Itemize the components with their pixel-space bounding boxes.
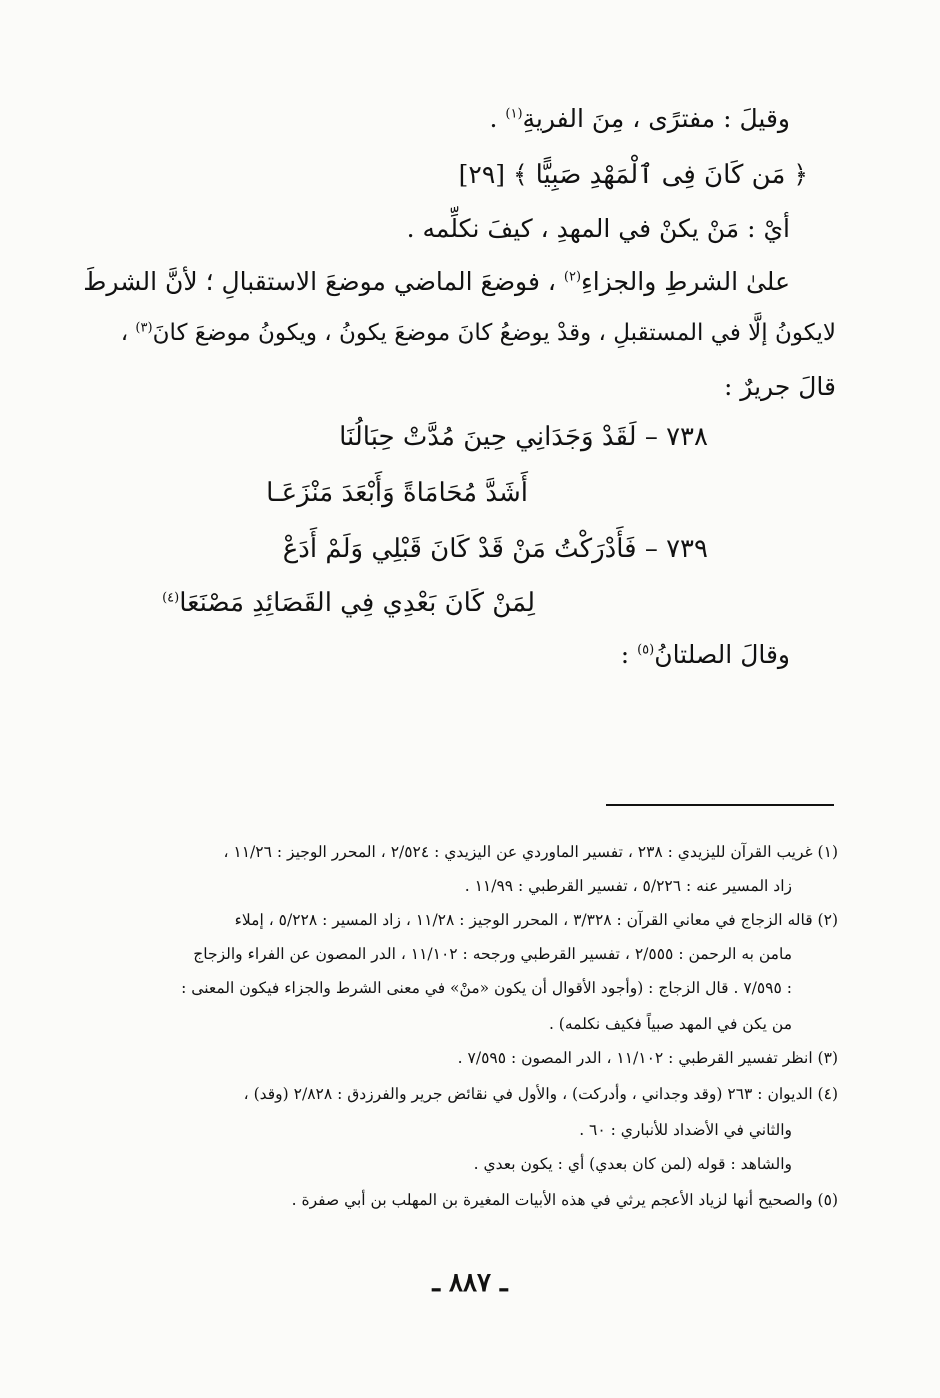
footnote-ref-1[interactable]: (١)	[505, 106, 523, 122]
footnote-text: والشاهد : قوله (لمن كان بعدي) أي : يكون بعدي .	[473, 1155, 792, 1173]
footnote-4-line-3	[474, 1155, 792, 1173]
footnote-4-line-2	[579, 1121, 792, 1139]
footnote-text: مامن به الرحمن : ٢/٥٥٥ ، تفسير القرطبي ورجحه : ١١/١٠٢ ، الدر المصون عن الفراء والزجاج	[193, 945, 792, 963]
footnote-2-line-2	[193, 945, 792, 963]
quran-bracket-close: ﴾	[513, 160, 528, 189]
verse-text: لِمَنْ كَانَ بَعْدِي فِي القَصَائِدِ مَصْنَعَا	[179, 588, 535, 618]
footnote-text: والثاني في الأضداد للأنباري : ٦٠ .	[579, 1121, 792, 1139]
footnote-4-line-1	[244, 1085, 838, 1103]
footnote-2-line-4	[549, 1015, 792, 1033]
footnote-ref-5[interactable]: (٥)	[637, 642, 655, 658]
footnote-ref-3[interactable]: (٣)	[135, 320, 153, 336]
body-text: ،	[120, 320, 136, 346]
footnote-2-line-1	[235, 911, 838, 929]
footnote-text: من يكن في المهد صبياً فكيف نكلمه) .	[548, 1015, 792, 1033]
poem-verse-739-second-hemistich	[162, 588, 535, 618]
verse-text: ٧٣٨ – لَقَدْ وَجَدَانِي حِينَ مُدَّتْ حِبَالُنَا	[339, 422, 708, 452]
body-line-1	[489, 104, 790, 133]
body-text: قالَ جريرٌ :	[723, 372, 836, 401]
body-text: لايكونُ إلَّا في المستقبلِ ، وقدْ يوضعُ كانَ موضعَ يكونُ ، ويكونُ موضعَ كانَ	[152, 320, 836, 346]
footnote-text: (١) غريب القرآن لليزيدي : ٢٣٨ ، تفسير الماوردي عن اليزيدي : ٢/٥٢٤ ، المحرر الوجيز : ١١/٢٦ ،	[223, 843, 838, 861]
body-text: وقالَ الصلتانُ	[654, 640, 790, 669]
body-line-4	[83, 267, 790, 296]
body-line-3	[407, 214, 790, 243]
footnote-separator	[606, 804, 834, 806]
footnote-text: : ٧/٥٩٥ . قال الزجاج : (وأجود الأقوال أن يكون «منْ» في معنى الشرط والجزاء فيكون المعنى :	[181, 979, 792, 997]
quran-bracket-open: ﴿	[793, 160, 808, 189]
body-text: أيْ : مَنْ يكنْ في المهدِ ، كيفَ نكلِّمه .	[406, 214, 790, 243]
verse-text: ٧٣٩ – فَأَدْرَكْتُ مَنْ قَدْ كَانَ قَبْلِي وَلَمْ أَدَعْ	[282, 534, 708, 564]
body-text: :	[620, 640, 638, 669]
verse-number: [٢٩]	[458, 160, 506, 189]
footnote-text: زاد المسير عنه : ٥/٢٢٦ ، تفسير القرطبي : ١١/٩٩ .	[464, 877, 792, 895]
footnote-text: (٢) قاله الزجاج في معاني القرآن : ٣/٣٢٨ ، المحرر الوجيز : ١١/٢٨ ، زاد المسير : ٥/٢٢٨ ، إملاء	[234, 911, 838, 929]
footnote-1-line-1	[223, 843, 838, 861]
quran-verse-line	[459, 160, 808, 190]
body-text: علىٰ الشرطِ والجزاءِ	[581, 267, 790, 296]
body-line-5	[121, 320, 836, 346]
footnote-1-line-2	[465, 877, 792, 895]
page-number: ـ ٨٨٧ ـ	[432, 1268, 508, 1298]
footnote-3	[458, 1049, 838, 1067]
footnote-ref-4[interactable]: (٤)	[162, 590, 180, 606]
poem-verse-738-second-hemistich	[266, 478, 528, 508]
body-line-6	[724, 372, 836, 401]
poem-verse-738-first-hemistich	[339, 422, 708, 452]
footnote-text: (٤) الديوان : ٢٦٣ (وقد وجداني ، وأدركت) ، والأول في نقائض جرير والفرزدق : ٢/٨٢٨ (وقد) ،	[243, 1085, 838, 1103]
body-line-last	[621, 640, 790, 669]
footnote-text: (٥) والصحيح أنها لزياد الأعجم يرثي في هذه الأبيات المغيرة بن المهلب بن أبي صفرة .	[291, 1191, 838, 1209]
verse-text: أَشَدَّ مُحَامَاةً وَأَبْعَدَ مَنْزَعَـا	[266, 478, 528, 508]
quran-text: مَن كَانَ فِى ٱلْمَهْدِ صَبِيًّا	[535, 160, 786, 190]
body-text: وقيلَ : مفترًى ، مِنَ الفريةِ	[522, 104, 790, 133]
footnote-ref-2[interactable]: (٢)	[563, 269, 582, 285]
footnote-2-line-3	[181, 979, 792, 997]
body-text: .	[489, 104, 506, 133]
poem-verse-739-first-hemistich	[283, 534, 708, 564]
footnote-5	[292, 1191, 838, 1209]
footnote-text: (٣) انظر تفسير القرطبي : ١١/١٠٢ ، الدر المصون : ٧/٥٩٥ .	[457, 1049, 838, 1067]
body-text: ، فوضعَ الماضي موضعَ الاستقبالِ ؛ لأنَّ الشرطَ	[83, 267, 564, 296]
